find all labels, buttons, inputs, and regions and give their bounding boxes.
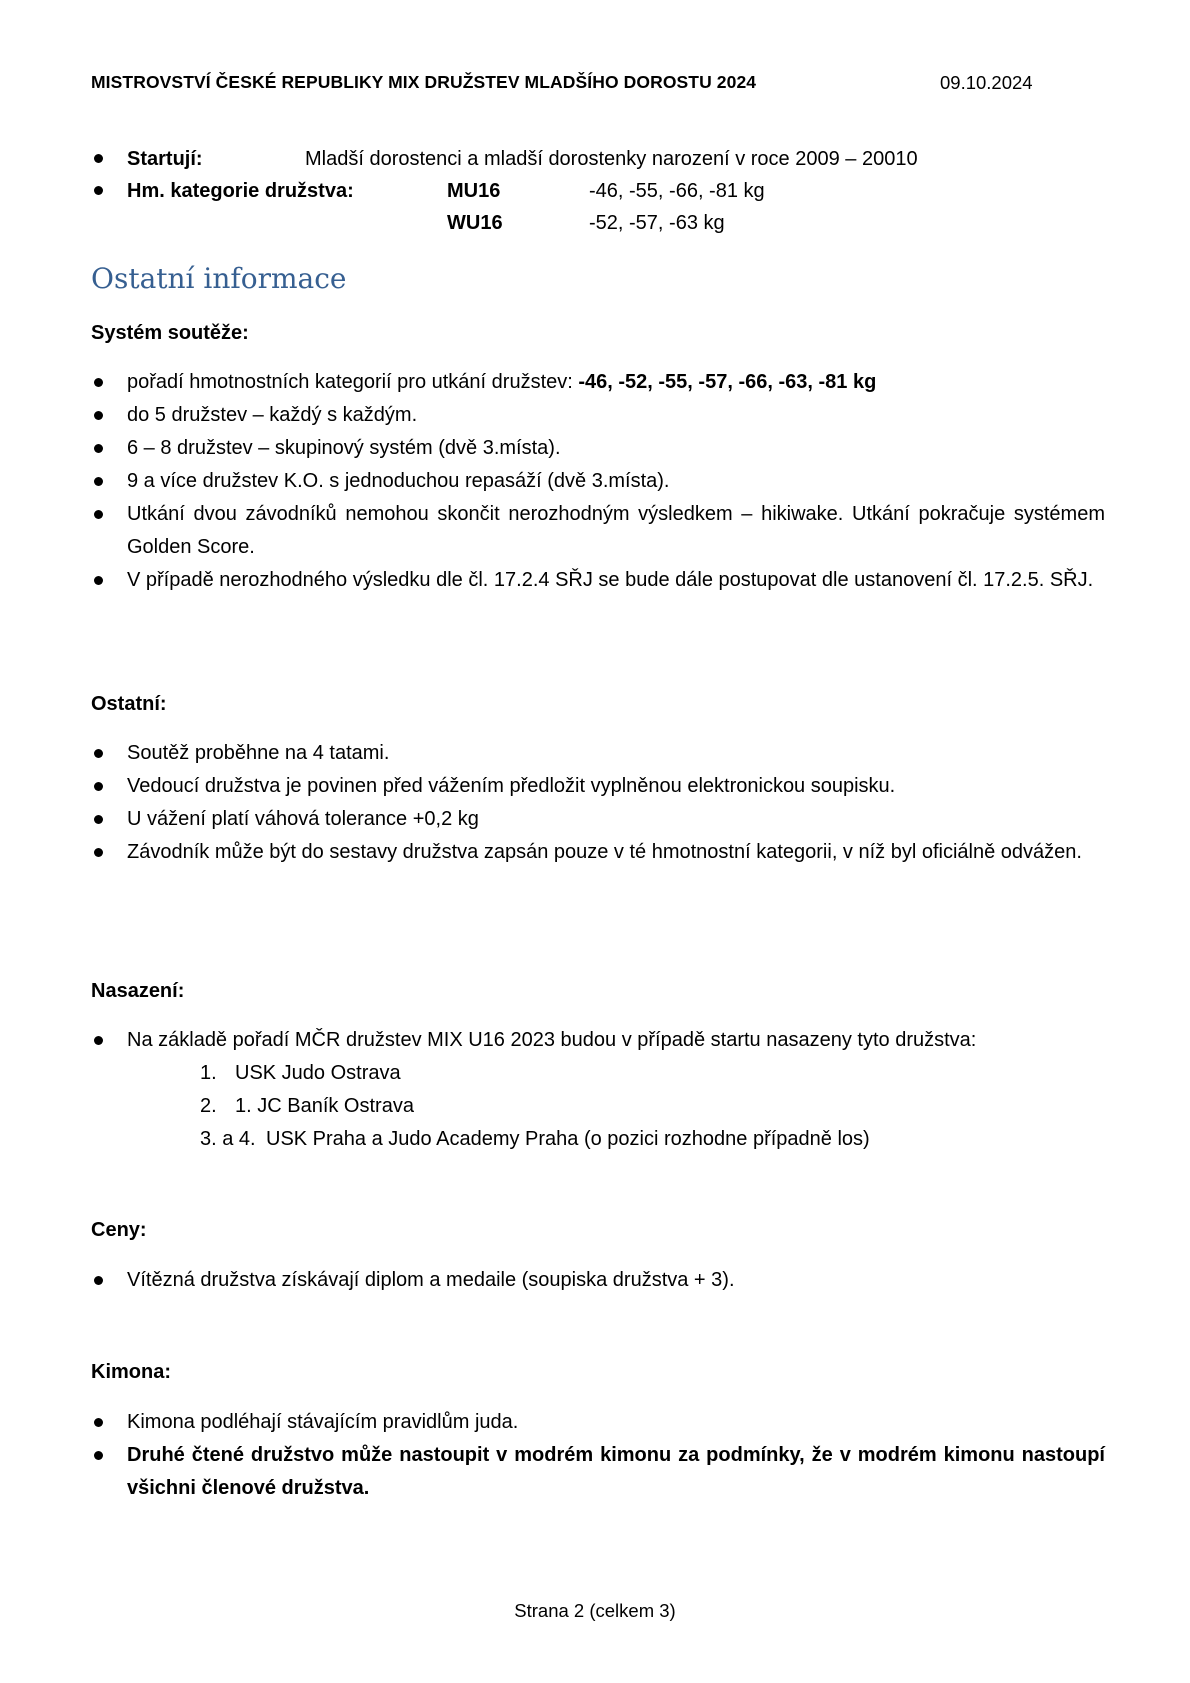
bullet-icon: [94, 1276, 103, 1285]
bullet-icon: [94, 848, 103, 857]
seed-team-1: USK Judo Ostrava: [235, 1062, 401, 1084]
kategorie-label: Hm. kategorie družstva:: [127, 180, 354, 202]
kimona-heading: Kimona:: [91, 1361, 171, 1383]
system-item-order: [127, 366, 1105, 399]
system-item-order-text: pořadí hmotnostních kategorií pro utkání družstev:: [127, 371, 579, 393]
bullet-icon: [94, 1036, 103, 1045]
nasazeni-heading: Nasazení:: [91, 980, 185, 1002]
bullet-icon: [94, 576, 103, 585]
nasazeni-item-1: Na základě pořadí MČR družstev MIX U16 2023 budou v případě startu nasazeny tyto družstva:: [127, 1029, 977, 1051]
ceny-heading: Ceny:: [91, 1219, 147, 1241]
bullet-icon: [94, 411, 103, 420]
bullet-icon: [94, 378, 103, 387]
bullet-icon: [94, 477, 103, 486]
system-item-4: 9 a více družstev K.O. s jednoduchou repasáží (dvě 3.místa).: [127, 470, 670, 492]
bullet-icon: [94, 1418, 103, 1427]
seed-team-3: USK Praha a Judo Academy Praha (o pozici rozhodne případně los): [266, 1128, 870, 1150]
system-item-6: V případě nerozhodného výsledku dle čl. 17.2.4 SŘJ se bude dále postupovat dle ustanovení čl. 17.2.5. SŘJ.: [127, 569, 1094, 591]
section-title: Ostatní informace: [91, 262, 347, 295]
document-header-date: 09.10.2024: [940, 72, 1033, 93]
startuji-value: Mladší dorostenci a mladší dorostenky narození v roce 2009 – 20010: [305, 148, 918, 170]
ostatni-heading: Ostatní:: [91, 693, 167, 715]
ostatni-item-2: Vedoucí družstva je povinen před vážením předložit vyplněnou elektronickou soupisku.: [127, 775, 896, 797]
seed-team-2: 1. JC Baník Ostrava: [235, 1095, 414, 1117]
system-item-3: 6 – 8 družstev – skupinový systém (dvě 3.místa).: [127, 437, 561, 459]
ceny-item-1: Vítězná družstva získávají diplom a medaile (soupiska družstva + 3).: [127, 1269, 735, 1291]
wu16-label: WU16: [447, 212, 503, 234]
system-item-order-categories: -46, -52, -55, -57, -66, -63, -81 kg: [578, 371, 877, 393]
system-heading: Systém soutěže:: [91, 322, 249, 344]
system-item-2: do 5 družstev – každý s každým.: [127, 404, 418, 426]
bullet-icon: [94, 815, 103, 824]
ostatni-item-3: U vážení platí váhová tolerance +0,2 kg: [127, 808, 479, 830]
wu16-values: -52, -57, -63 kg: [589, 212, 725, 234]
document-header-title: MISTROVSTVÍ ČESKÉ REPUBLIKY MIX DRUŽSTEV MLADŠÍHO DOROSTU 2024: [91, 72, 757, 92]
seed-number-2: 2.: [200, 1095, 217, 1117]
seed-number-1: 1.: [200, 1062, 217, 1084]
kimona-item-2: Druhé čtené družstvo může nastoupit v modrém kimonu za podmínky, že v modrém kimonu nastoupí všichni členové družstva.: [127, 1444, 1105, 1499]
mu16-label: MU16: [447, 180, 501, 202]
mu16-values: -46, -55, -66, -81 kg: [589, 180, 765, 202]
startuji-label: Startují:: [127, 148, 203, 170]
bullet-icon: [94, 510, 103, 519]
kimona-item-1: Kimona podléhají stávajícím pravidlům juda.: [127, 1411, 519, 1433]
system-item-5: Utkání dvou závodníků nemohou skončit nerozhodným výsledkem – hikiwake. Utkání pokračuje systémem Golden Score.: [127, 503, 1105, 558]
bullet-icon: [94, 782, 103, 791]
bullet-icon: [94, 749, 103, 758]
bullet-icon: [94, 154, 103, 163]
seed-number-3: 3. a 4.: [200, 1128, 256, 1150]
ostatni-item-4: Závodník může být do sestavy družstva zapsán pouze v té hmotnostní kategorii, v níž byl oficiálně odvážen.: [127, 841, 1082, 863]
bullet-icon: [94, 444, 103, 453]
bullet-icon: [94, 186, 103, 195]
bullet-icon: [94, 1451, 103, 1460]
page-footer: Strana 2 (celkem 3): [514, 1600, 676, 1621]
ostatni-item-1: Soutěž proběhne na 4 tatami.: [127, 742, 390, 764]
